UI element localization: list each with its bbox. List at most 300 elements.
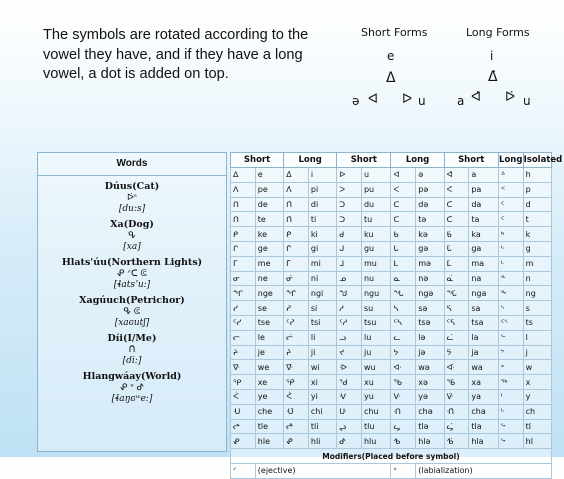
romanization-cell: nga <box>469 286 499 301</box>
romanization-cell: ng <box>523 286 551 301</box>
syllabic-glyph-cell: ᒥ̇ <box>284 256 309 271</box>
romanization-cell: li <box>308 330 336 345</box>
romanization-cell: we <box>255 360 283 375</box>
romanization-cell: se <box>255 301 283 316</box>
syllabic-glyph-cell: ᕹ <box>391 434 416 449</box>
romanization-cell: tla <box>469 419 499 434</box>
syllabic-glyph-cell: ᐊ̇ <box>444 168 469 183</box>
syllabic-glyph-cell: ᑦᓯ <box>231 315 256 330</box>
romanization-cell: gu <box>361 241 391 256</box>
table-row <box>231 286 552 301</box>
syllabic-glyph-cell: ᒻ <box>498 256 523 271</box>
romanization-cell: pu <box>361 182 391 197</box>
short-vowel-e-glyph: ᐃ <box>386 70 396 86</box>
syllabic-glyph-cell: ᓪ <box>498 330 523 345</box>
syllabic-glyph-cell: ᓕ <box>231 330 256 345</box>
romanization-cell: nu <box>361 271 391 286</box>
syllabic-glyph-cell: ᑐ <box>337 212 362 227</box>
syllabic-glyph-cell: ᑭ <box>231 227 256 242</box>
word-ipa: [di:] <box>122 356 142 366</box>
long-vowel-a-glyph: ᐊ̇ <box>471 90 481 105</box>
syllabic-glyph-cell: ᐺ <box>337 389 362 404</box>
romanization-cell: ch <box>523 404 551 419</box>
modifier-label: (labialization) <box>416 463 552 478</box>
romanization-cell: h <box>523 168 551 183</box>
syllabic-glyph-cell: ᑲ <box>391 227 416 242</box>
syllabic-glyph-cell: ᐅ <box>337 168 362 183</box>
word-ipa: [du:s] <box>118 204 146 214</box>
romanization-cell: yu <box>361 389 391 404</box>
col-header: Long <box>498 153 523 168</box>
syllabic-glyph-cell: ᑦᓴ̇ <box>444 315 469 330</box>
syllabic-glyph-cell: ᑉ <box>498 182 523 197</box>
table-row <box>231 419 552 434</box>
syllabic-glyph-cell: ᑦᓴ <box>391 315 416 330</box>
romanization-cell: lu <box>361 330 391 345</box>
romanization-cell: ge <box>255 241 283 256</box>
syllabic-glyph-cell: ᐻ <box>391 389 416 404</box>
syllabic-glyph-cell: ᖠ <box>231 419 256 434</box>
syllabic-glyph-cell: ᐻ̇ <box>444 389 469 404</box>
syllabic-glyph-cell: ᑦᓯ̇ <box>284 315 309 330</box>
syllabic-glyph-cell: ᐹ̇ <box>284 389 309 404</box>
syllabic-glyph-cell: ᖏ <box>231 286 256 301</box>
romanization-cell: xu <box>361 375 391 390</box>
syllabic-glyph-cell: ᔭ̇ <box>444 345 469 360</box>
modifier-label: (ejective) <box>255 463 391 478</box>
syllabic-glyph-cell: ᓚ <box>391 330 416 345</box>
table-row <box>231 301 552 316</box>
syllabic-glyph-cell: ᑗ <box>231 404 256 419</box>
table-row <box>231 404 552 419</box>
syllabic-glyph-cell: ᑙ̇ <box>444 404 469 419</box>
romanization-cell: n <box>523 271 551 286</box>
syllabic-glyph-cell: ᔅ <box>498 301 523 316</box>
word-ipa: [xaɢutʃ] <box>114 318 150 328</box>
syllabic-glyph-cell: ᒧ <box>337 256 362 271</box>
romanization-cell: ke <box>255 227 283 242</box>
syllabic-glyph-cell: ᐳ <box>337 182 362 197</box>
romanization-cell: ne <box>255 271 283 286</box>
romanization-cell: du <box>361 197 391 212</box>
romanization-cell: di <box>308 197 336 212</box>
romanization-cell: hl <box>523 434 551 449</box>
syllabic-glyph-cell: ᑦᓱ <box>337 315 362 330</box>
romanization-cell: je <box>255 345 283 360</box>
romanization-cell: chi <box>308 404 336 419</box>
syllabic-glyph-cell: ᑦ <box>498 212 523 227</box>
syllabic-glyph-cell: ᐘ <box>391 360 416 375</box>
romanization-cell: a <box>469 168 499 183</box>
syllabic-glyph-cell: ᖦ <box>498 419 523 434</box>
syllabic-glyph-cell: ᖃ <box>391 375 416 390</box>
romanization-cell: gə <box>416 241 444 256</box>
syllabic-glyph-cell: ᓐ <box>498 271 523 286</box>
romanization-cell: pe <box>255 182 283 197</box>
syllabic-glyph-cell: ᑎ <box>231 212 256 227</box>
table-row <box>231 360 552 375</box>
syllabic-glyph-cell: ᓕ̇ <box>284 330 309 345</box>
romanization-cell: tse <box>255 315 283 330</box>
romanization-cell: s <box>523 301 551 316</box>
romanization-cell: xə <box>416 375 444 390</box>
syllabic-glyph-cell: ᕿ <box>231 375 256 390</box>
table-row <box>231 182 552 197</box>
syllabic-glyph-cell: ᑎ <box>231 197 256 212</box>
syllabic-glyph-cell: ᑭ̇ <box>284 227 309 242</box>
word-entry <box>38 257 226 290</box>
syllabic-glyph-cell: ᓂ̇ <box>284 271 309 286</box>
romanization-cell: ga <box>469 241 499 256</box>
romanization-cell: wa <box>469 360 499 375</box>
syllabic-glyph-cell: ᕵ <box>231 434 256 449</box>
syllabic-glyph-cell: ᑎ̇ <box>284 212 309 227</box>
word-entry <box>38 219 226 252</box>
syllabic-glyph-cell: ᓴ̇ <box>444 301 469 316</box>
syllabic-glyph-cell: ᓗ <box>337 330 362 345</box>
romanization-cell: mə <box>416 256 444 271</box>
short-vowel-u: u <box>418 94 426 108</box>
syllabic-glyph-cell: ᖑ <box>337 286 362 301</box>
romanization-cell: w <box>523 360 551 375</box>
syllabic-glyph-cell: ᖓ̇ <box>444 286 469 301</box>
long-vowel-u: u <box>523 94 531 108</box>
romanization-cell: wi <box>308 360 336 375</box>
table-row <box>231 434 552 449</box>
col-header: Short <box>231 153 284 168</box>
syllabic-glyph-cell: ᒐ̇ <box>444 241 469 256</box>
romanization-cell: tl <box>523 419 551 434</box>
romanization-cell: də <box>416 197 444 212</box>
syllabic-glyph-cell: ᐃ̇ <box>284 168 309 183</box>
syllabic-glyph-cell: ᓇ <box>391 271 416 286</box>
word-list <box>38 181 226 404</box>
syllabary-table <box>230 152 563 479</box>
romanization-cell: nge <box>255 286 283 301</box>
syllabic-glyph-cell: ᓴ <box>391 301 416 316</box>
romanization-cell: e <box>255 168 283 183</box>
syllabic-glyph-cell: ᒐ <box>391 241 416 256</box>
syllabic-glyph-cell: ᐱ̇ <box>284 182 309 197</box>
romanization-cell: me <box>255 256 283 271</box>
romanization-cell: ni <box>308 271 336 286</box>
syllabic-glyph-cell: ᑘ <box>337 404 362 419</box>
syllabic-glyph-cell: ᑯ <box>337 227 362 242</box>
romanization-cell: ti <box>308 212 336 227</box>
romanization-cell: mu <box>361 256 391 271</box>
romanization-cell: p <box>523 182 551 197</box>
syllabic-glyph-cell: ᓯ̇ <box>284 301 309 316</box>
syllabic-glyph-cell: ᑗ̇ <box>284 404 309 419</box>
syllabic-glyph-cell: ᕷ <box>337 434 362 449</box>
romanization-cell: ja <box>469 345 499 360</box>
syllabic-glyph-cell: ᐸ <box>391 182 416 197</box>
syllabic-glyph-cell: ᐍ̇ <box>284 360 309 375</box>
long-forms-title: Long Forms <box>466 26 530 39</box>
long-vowel-u-glyph: ᐅ̇ <box>505 90 515 105</box>
col-header: Long <box>391 153 444 168</box>
romanization-cell: d <box>523 197 551 212</box>
syllabic-glyph-cell: ᒍ <box>337 241 362 256</box>
table-row <box>231 330 552 345</box>
syllabic-glyph-cell: ᐘ̇ <box>444 360 469 375</box>
table-body <box>231 168 552 479</box>
syllabic-glyph-cell: ᑙ <box>391 404 416 419</box>
romanization-cell: pə <box>416 182 444 197</box>
romanization-cell: j <box>523 345 551 360</box>
romanization-cell: u <box>361 168 391 183</box>
long-vowel-a: a <box>457 94 465 108</box>
words-panel <box>37 152 227 452</box>
syllabic-glyph-cell: ᖕ <box>498 286 523 301</box>
syllabic-glyph-cell: ᓂ <box>231 271 256 286</box>
romanization-cell: da <box>469 197 499 212</box>
romanization-cell: xe <box>255 375 283 390</box>
syllabic-glyph-cell: ᖦ <box>498 434 523 449</box>
romanization-cell: ka <box>469 227 499 242</box>
romanization-cell: sa <box>469 301 499 316</box>
romanization-cell: tle <box>255 419 283 434</box>
syllabic-glyph-cell: ᑦᔅ <box>498 315 523 330</box>
syllabic-glyph-cell: ᑲ̇ <box>444 227 469 242</box>
syllabic-glyph-cell: ᖁ <box>337 375 362 390</box>
romanization-cell: tli <box>308 419 336 434</box>
table-row <box>231 375 552 390</box>
short-forms-title: Short Forms <box>361 26 428 39</box>
word-ipa: [ɬatsʼu:] <box>113 280 151 290</box>
syllabic-glyph-cell: ᐃ <box>231 168 256 183</box>
syllabic-glyph-cell: ᒪ̇ <box>444 256 469 271</box>
syllabic-glyph-cell: ᒋ̇ <box>284 241 309 256</box>
word-name: Díi(I/Me) <box>107 333 157 344</box>
word-name: Hlangwáay(World) <box>82 371 182 382</box>
romanization-cell: sə <box>416 301 444 316</box>
romanization-cell: tə <box>416 212 444 227</box>
syllabic-glyph-cell: ᔾ <box>498 345 523 360</box>
romanization-cell: x <box>523 375 551 390</box>
syllabic-glyph-cell: ᐸ̇ <box>444 182 469 197</box>
romanization-cell: ya <box>469 389 499 404</box>
romanization-cell: tsu <box>361 315 391 330</box>
syllabic-glyph-cell: ᓇ̇ <box>444 271 469 286</box>
romanization-cell: de <box>255 197 283 212</box>
syllabic-glyph-cell: ᑎ̇ <box>284 197 309 212</box>
romanization-cell: jə <box>416 345 444 360</box>
romanization-cell: tsi <box>308 315 336 330</box>
romanization-cell: k <box>523 227 551 242</box>
romanization-cell: mi <box>308 256 336 271</box>
romanization-cell: tsə <box>416 315 444 330</box>
syllabic-glyph-cell: ᐊ <box>391 168 416 183</box>
table-row <box>231 345 552 360</box>
romanization-cell: ju <box>361 345 391 360</box>
syllabic-glyph-cell: ᑐ <box>337 197 362 212</box>
syllabic-glyph-cell: ᑦ <box>498 197 523 212</box>
romanization-cell: su <box>361 301 391 316</box>
syllabic-glyph-cell: ᓯ <box>231 301 256 316</box>
syllabic-glyph-cell: ᒥ <box>231 256 256 271</box>
intro-text: The symbols are rotated according to the vowel they have, and if they have a long vowel, a dot is added on top. <box>43 27 309 82</box>
romanization-cell: ta <box>469 212 499 227</box>
word-syllabics: ᕵ ᐟᑕ ᕳ <box>116 269 148 279</box>
word-name: Dúus(Cat) <box>104 181 160 192</box>
syllabic-glyph-cell: ᐍ <box>231 360 256 375</box>
syllabic-glyph-cell: ᖅ <box>498 375 523 390</box>
table-row <box>231 256 552 271</box>
romanization-cell: wə <box>416 360 444 375</box>
syllabic-glyph-cell: ᑕ <box>391 212 416 227</box>
syllabic-glyph-cell: ᐱ <box>231 182 256 197</box>
syllabic-glyph-cell: ᒡ <box>498 404 523 419</box>
syllabic-glyph-cell: ᕵ̇ <box>284 434 309 449</box>
table-row <box>231 227 552 242</box>
romanization-cell: la <box>469 330 499 345</box>
syllabic-glyph-cell: ᓄ <box>337 271 362 286</box>
word-syllabics: ᕵ ᐡ ᕷ <box>119 383 145 393</box>
word-name: Xa(Dog) <box>110 219 154 230</box>
syllabic-glyph-cell: ᔭ <box>391 345 416 360</box>
vowel-forms-legend <box>340 22 564 112</box>
romanization-cell: y <box>523 389 551 404</box>
modifiers-header: Modifiers(Placed before symbol) <box>231 449 552 464</box>
table-header-row <box>231 153 552 168</box>
modifiers-header-row <box>231 449 552 464</box>
romanization-cell: te <box>255 212 283 227</box>
romanization-cell: pi <box>308 182 336 197</box>
syllabic-glyph-cell: ᓚ̇ <box>444 330 469 345</box>
romanization-cell: hle <box>255 434 283 449</box>
syllabic-glyph-cell: ᖤ̇ <box>444 419 469 434</box>
romanization-cell: chu <box>361 404 391 419</box>
syllabic-glyph-cell: ᐤ <box>498 360 523 375</box>
romanization-cell: wu <box>361 360 391 375</box>
table-row <box>231 389 552 404</box>
syllabic-glyph-cell: ᖓ <box>391 286 416 301</box>
col-header: Isolated <box>523 153 551 168</box>
romanization-cell: ngu <box>361 286 391 301</box>
syllabic-glyph-cell: ᖢ <box>337 419 362 434</box>
romanization-cell: ki <box>308 227 336 242</box>
romanization-cell: hlu <box>361 434 391 449</box>
syllabic-glyph-cell: ᕹ̇ <box>444 434 469 449</box>
short-vowel-schwa-glyph: ᐊ <box>368 92 378 107</box>
word-entry <box>38 333 226 366</box>
romanization-cell: hli <box>308 434 336 449</box>
romanization-cell: ngə <box>416 286 444 301</box>
romanization-cell: tu <box>361 212 391 227</box>
syllabic-glyph-cell: ᐒ <box>337 360 362 375</box>
syllabic-glyph-cell: ᐹ <box>231 389 256 404</box>
romanization-cell: l <box>523 330 551 345</box>
romanization-cell: lə <box>416 330 444 345</box>
syllabic-glyph-cell: ᑊ <box>498 389 523 404</box>
word-syllabics: ᐅ̇ˢ <box>127 193 137 203</box>
modifier-symbol: ᐟ <box>231 463 256 478</box>
table-row <box>231 197 552 212</box>
romanization-cell: xi <box>308 375 336 390</box>
syllabic-glyph-cell: ᖤ <box>391 419 416 434</box>
short-vowel-e: e <box>387 49 395 63</box>
romanization-cell: ə <box>416 168 444 183</box>
col-header: Short <box>337 153 391 168</box>
syllabic-glyph-cell: ᐞ <box>498 168 523 183</box>
table-row <box>231 271 552 286</box>
word-syllabics: ᕴ <box>128 231 136 241</box>
syllabic-glyph-cell: ᑕ <box>391 197 416 212</box>
col-header: Long <box>284 153 337 168</box>
syllabic-glyph-cell: ᓱ <box>337 301 362 316</box>
syllabic-glyph-cell: ᒋ <box>231 241 256 256</box>
romanization-cell: si <box>308 301 336 316</box>
word-ipa: [xa] <box>123 242 141 252</box>
table-row <box>231 315 552 330</box>
word-entry <box>38 295 226 328</box>
table-row <box>231 168 552 183</box>
syllabic-glyph-cell: ᖠ̇ <box>284 419 309 434</box>
word-entry <box>38 181 226 214</box>
romanization-cell: ts <box>523 315 551 330</box>
syllabic-glyph-cell: ᒡ <box>498 241 523 256</box>
romanization-cell: m <box>523 256 551 271</box>
syllabic-glyph-cell: ᖃ̇ <box>444 375 469 390</box>
syllabic-glyph-cell: ᒃ <box>498 227 523 242</box>
romanization-cell: ma <box>469 256 499 271</box>
word-name: Xagúuch(Petrichor) <box>79 295 185 306</box>
modifiers-row <box>231 463 552 478</box>
romanization-cell: ku <box>361 227 391 242</box>
syllabic-glyph-cell: ᖏ̇ <box>284 286 309 301</box>
table-row <box>231 212 552 227</box>
romanization-cell: yə <box>416 389 444 404</box>
syllabic-glyph-cell: ᔨ <box>231 345 256 360</box>
romanization-cell: nə <box>416 271 444 286</box>
romanization-cell: xa <box>469 375 499 390</box>
long-vowel-i-glyph: ᐃ̇ <box>488 69 498 85</box>
word-entry <box>38 371 226 404</box>
word-syllabics: ᑎ̇ <box>128 345 136 355</box>
table-row <box>231 241 552 256</box>
romanization-cell: ye <box>255 389 283 404</box>
romanization-cell: tlu <box>361 419 391 434</box>
romanization-cell: kə <box>416 227 444 242</box>
romanization-cell: ngi <box>308 286 336 301</box>
romanization-cell: hla <box>469 434 499 449</box>
long-vowel-i: i <box>490 49 494 63</box>
romanization-cell: cha <box>469 404 499 419</box>
romanization-cell: chə <box>416 404 444 419</box>
syllabic-glyph-cell: ᔨ̇ <box>284 345 309 360</box>
short-vowel-schwa: ə <box>352 94 360 108</box>
romanization-cell: ji <box>308 345 336 360</box>
romanization-cell: pa <box>469 182 499 197</box>
modifier-symbol: ᐡ <box>391 463 416 478</box>
romanization-cell: che <box>255 404 283 419</box>
romanization-cell: le <box>255 330 283 345</box>
syllabic-glyph-cell: ᒪ <box>391 256 416 271</box>
word-ipa: [ɬaŋɢʷe:] <box>111 394 153 404</box>
romanization-cell: tsa <box>469 315 499 330</box>
syllabic-glyph-cell: ᔪ <box>337 345 362 360</box>
syllabic-glyph-cell: ᑕ̇ <box>444 197 469 212</box>
syllabic-glyph-cell: ᕿ̇ <box>284 375 309 390</box>
romanization-cell: i <box>308 168 336 183</box>
romanization-cell: gi <box>308 241 336 256</box>
words-header: Words <box>38 153 226 176</box>
romanization-cell: hlə <box>416 434 444 449</box>
word-syllabics: ᕴ ᕳ <box>123 307 141 317</box>
romanization-cell: g <box>523 241 551 256</box>
syllabic-glyph-cell: ᑕ̇ <box>444 212 469 227</box>
